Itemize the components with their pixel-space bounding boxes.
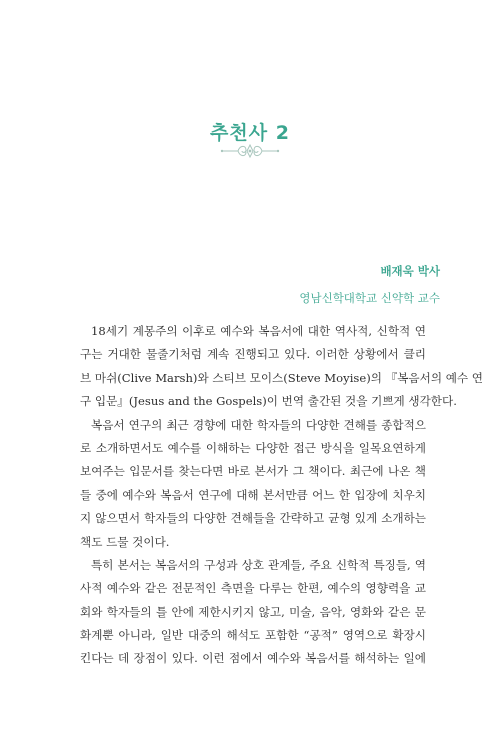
paragraph-line: 회와 학자들의 틀 안에 제한시키지 않고, 미술, 음악, 영화와 같은 문 <box>80 604 426 619</box>
paragraph-line: 화계뿐 아니라, 일반 대중의 해석도 포함한 “공적” 영역으로 확장시 <box>80 628 426 643</box>
paragraph-line: 특히 본서는 복음서의 구성과 상호 관계들, 주요 신학적 특징들, 역 <box>91 557 426 572</box>
paragraph-line: 보여주는 입문서를 찾는다면 바로 본서가 그 책이다. 최근에 나온 책 <box>80 464 426 479</box>
paragraph-line: 로 소개하면서도 예수를 이해하는 다양한 접근 방식을 일목요연하게 <box>80 440 426 455</box>
floral-divider-icon <box>220 141 280 161</box>
paragraph-line: 구는 거대한 물줄기처럼 계속 진행되고 있다. 이러한 상황에서 클리 <box>80 347 426 362</box>
paragraph-line: 복음서 연구의 최근 경향에 대한 학자들의 다양한 견해를 종합적으 <box>91 417 426 432</box>
paragraph-line: 책도 드물 것이다. <box>80 534 170 549</box>
paragraph-line: 들 중에 예수와 복음서 연구에 대해 본서만큼 어느 한 입장에 치우치 <box>80 487 426 502</box>
author-affiliation: 영남신학대학교 신약학 교수 <box>299 291 440 305</box>
paragraph-line: 지 않으면서 학자들의 다양한 견해들을 간략하고 균형 있게 소개하는 <box>80 511 426 526</box>
paragraph-line: 구 입문』(Jesus and the Gospels)이 번역 출간된 것을 기쁘게 생각한다. <box>80 394 457 409</box>
paragraph-line: 사적 예수와 같은 전문적인 측면을 다루는 한편, 예수의 영향력을 교 <box>80 581 426 596</box>
paragraph-line: 브 마쉬(Clive Marsh)와 스티브 모이스(Steve Moyise)의 『복음서의 예수 연 <box>80 370 483 385</box>
author-name: 배재욱 박사 <box>380 264 440 278</box>
paragraph-line: 킨다는 데 장점이 있다. 이런 점에서 예수와 복음서를 해석하는 일에 <box>80 651 426 666</box>
paragraph-line: 18세기 계몽주의 이후로 예수와 복음서에 대한 역사적, 신학적 연 <box>91 324 426 338</box>
author-block <box>299 258 440 312</box>
chapter-title: 추천사 2 <box>210 122 290 144</box>
body-text <box>80 320 483 671</box>
